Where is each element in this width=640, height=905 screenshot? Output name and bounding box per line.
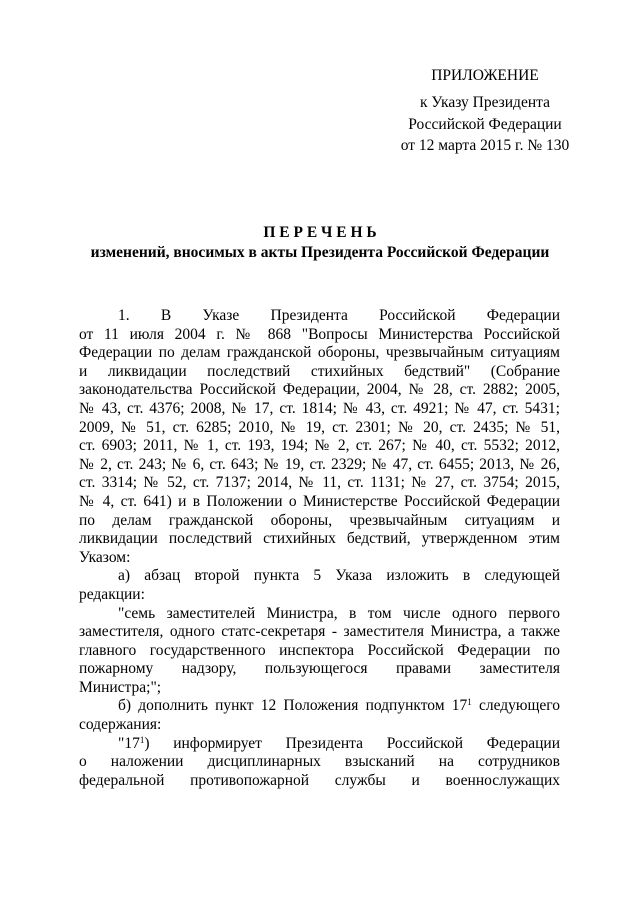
superscript: 1 <box>139 734 145 745</box>
paragraph-1-line: по делам гражданской обороны, чрезвычайным ситуациям и <box>79 511 560 529</box>
document-subtitle: изменений, вносимых в акты Президента Российской Федерации <box>90 244 550 261</box>
paragraph-5-text: ) информирует Президента Российской Федерации <box>144 734 560 752</box>
paragraph-1-line: ст. 3314; № 52, ст. 7137; 2014, № 11, ст. 1131; № 27, ст. 3754; 2015, <box>79 474 560 492</box>
paragraph-1-line: ликвидации последствий стихийных бедствий, утвержденном этим <box>79 530 560 548</box>
paragraph-1-line: Указом: <box>79 548 131 566</box>
paragraph-5-line <box>79 735 560 754</box>
paragraph-2 <box>79 567 560 604</box>
document-title: П Е Р Е Ч Е Н Ь <box>263 224 377 241</box>
paragraph-1 <box>79 307 560 567</box>
paragraph-1-line: от 11 июля 2004 г. № 868 "Вопросы Министерства Российской <box>79 325 560 343</box>
superscript: 1 <box>467 697 472 708</box>
paragraph-3-line: пожарному надзору, пользующегося правами заместителя <box>79 660 560 678</box>
paragraph-4 <box>79 697 560 734</box>
paragraph-4-text-end: следующего <box>471 697 560 715</box>
paragraph-3-line: заместителя, одного статс-секретаря - заместителя Министра, а также <box>79 623 560 641</box>
paragraph-1-line: 1. В Указе Президента Российской Федерации <box>118 307 560 324</box>
paragraph-3 <box>79 605 560 698</box>
paragraph-1-line: законодательства Российской Федерации, 2004, № 28, ст. 2882; 2005, <box>79 381 560 399</box>
appendix-line-date: от 12 марта 2015 г. № 130 <box>400 137 570 154</box>
paragraph-4-text: б) дополнить пункт 12 Положения подпунктом 17 <box>118 697 468 715</box>
paragraph-2-line: редакции: <box>79 585 145 603</box>
paragraph-3-line: "семь заместителей Министра, в том числе одного первого <box>118 604 560 622</box>
paragraph-3-line: главного государственного инспектора Российской Федерации по <box>79 641 560 659</box>
paragraph-2-line: а) абзац второй пункта 5 Указа изложить в следующей <box>118 567 560 585</box>
paragraph-1-line: № 43, ст. 4376; 2008, № 17, ст. 1814; № 43, ст. 4921; № 47, ст. 5431; <box>79 399 560 417</box>
appendix-title: ПРИЛОЖЕНИЕ <box>431 67 539 84</box>
paragraph-1-line: Федерации по делам гражданской обороны, чрезвычайным ситуациям <box>79 344 560 362</box>
appendix-line-federation: Российской Федерации <box>408 116 562 133</box>
paragraph-1-line: ст. 6903; 2011, № 1, ст. 193, 194; № 2, ст. 267; № 40, ст. 5532; 2012, <box>79 437 560 455</box>
paragraph-5-text-start: "17 <box>118 734 140 752</box>
paragraph-5 <box>79 735 560 791</box>
paragraph-1-line: 2009, № 51, ст. 6285; 2010, № 19, ст. 2301; № 20, ст. 2435; № 51, <box>79 418 560 436</box>
appendix-line-decree: к Указу Президента <box>420 94 550 111</box>
paragraph-3-line: Министра;"; <box>79 678 162 696</box>
paragraph-4-line <box>79 697 560 716</box>
paragraph-1-line: и ликвидации последствий стихийных бедствий" (Собрание <box>79 362 560 380</box>
paragraph-5-line: федеральной противопожарной службы и военнослужащих <box>79 771 560 789</box>
paragraph-1-line: № 2, ст. 243; № 6, ст. 643; № 19, ст. 2329; № 47, ст. 6455; 2013, № 26, <box>79 455 560 473</box>
document-body <box>79 307 560 790</box>
paragraph-1-line: № 4, ст. 641) и в Положении о Министерстве Российской Федерации <box>79 492 560 510</box>
paragraph-5-line: о наложении дисциплинарных взысканий на сотрудников <box>79 753 560 771</box>
paragraph-4-line: содержания: <box>79 716 162 734</box>
